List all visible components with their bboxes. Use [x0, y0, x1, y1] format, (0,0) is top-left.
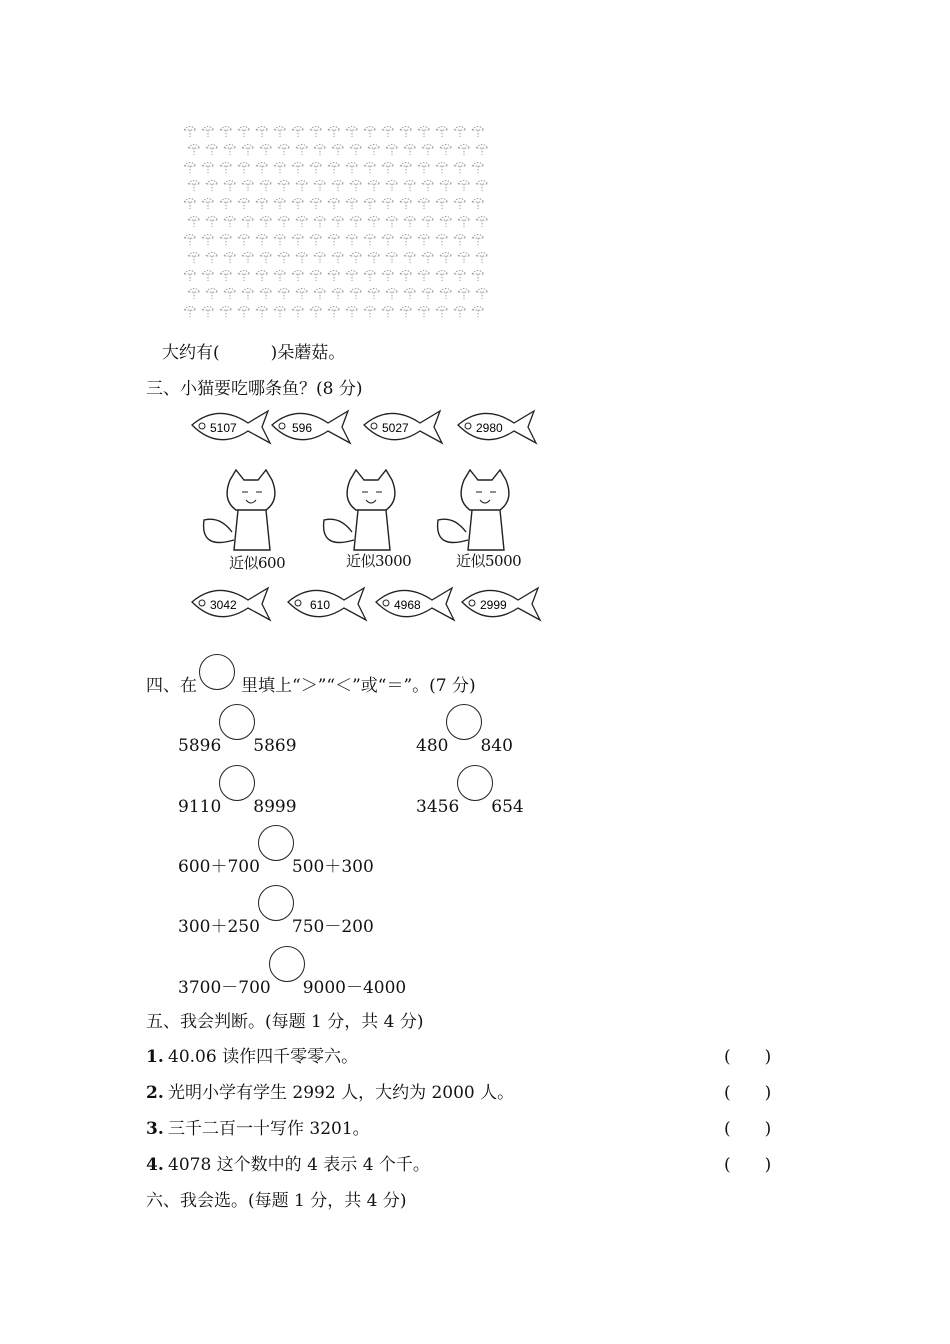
mushroom-mark — [440, 289, 452, 300]
mushroom-mark — [328, 163, 340, 174]
compare-item-6 — [178, 901, 374, 937]
mushroom-mark — [220, 163, 232, 174]
compare-item-1 — [178, 720, 297, 756]
mushroom-mark — [224, 181, 236, 192]
mushroom-mark — [274, 235, 286, 246]
mushroom-mark — [184, 307, 196, 318]
mushroom-mark — [368, 253, 380, 264]
mushroom-mark — [476, 253, 488, 264]
cat-1-label: 近似600 — [229, 554, 286, 572]
mushroom-mark — [422, 253, 434, 264]
mushroom-mark — [382, 271, 394, 282]
mushroom-mark — [350, 181, 362, 192]
judge-num: 2. — [146, 1083, 164, 1103]
mushroom-mark — [458, 181, 470, 192]
mushroom-mark — [386, 217, 398, 228]
mushroom-mark — [242, 181, 254, 192]
bottom-fish-1 — [192, 588, 270, 620]
mushroom-mark — [418, 271, 430, 282]
mushroom-mark — [296, 145, 308, 156]
mushroom-mark — [350, 253, 362, 264]
mushroom-mark — [292, 163, 304, 174]
mushroom-mark — [346, 199, 358, 210]
mushroom-mark — [328, 127, 340, 138]
mushroom-mark — [292, 271, 304, 282]
mushroom-mark — [382, 307, 394, 318]
mushroom-mark — [184, 235, 196, 246]
answer-circle[interactable] — [258, 885, 294, 921]
mushroom-mark — [332, 289, 344, 300]
compare-left: 480 — [416, 736, 449, 756]
mushroom-mark — [364, 199, 376, 210]
mushroom-mark — [422, 289, 434, 300]
bottom-fish-4 — [462, 588, 540, 620]
mushroom-mark — [418, 127, 430, 138]
section3-title: 三、小猫要吃哪条鱼？(8 分) — [146, 379, 363, 399]
mushroom-mark — [278, 145, 290, 156]
mushroom-mark — [404, 145, 416, 156]
mushroom-mark — [418, 235, 430, 246]
top-fish-4-label: 2980 — [476, 421, 503, 435]
mushroom-mark — [310, 163, 322, 174]
mushroom-mark — [400, 271, 412, 282]
mushroom-mark — [422, 145, 434, 156]
mushroom-mark — [278, 181, 290, 192]
mushroom-mark — [382, 235, 394, 246]
mushroom-mark — [274, 127, 286, 138]
mushroom-mark — [454, 271, 466, 282]
mushroom-mark — [382, 163, 394, 174]
mushroom-mark — [278, 217, 290, 228]
top-fish-2-label: 596 — [292, 421, 313, 435]
mushroom-mark — [346, 307, 358, 318]
mushroom-mark — [454, 199, 466, 210]
mushroom-mark — [454, 307, 466, 318]
judge-text: 三千二百一十写作 3201。 — [168, 1119, 370, 1139]
mushroom-mark — [206, 217, 218, 228]
mushroom-mark — [292, 199, 304, 210]
mushroom-mark — [436, 163, 448, 174]
mushroom-mark — [440, 181, 452, 192]
judge-item-3 — [146, 1114, 786, 1139]
mushroom-mark — [314, 253, 326, 264]
mushroom-mark — [364, 271, 376, 282]
mushroom-mark — [238, 307, 250, 318]
mushroom-mark — [458, 253, 470, 264]
answer-circle[interactable] — [269, 946, 305, 982]
mushroom-mark — [202, 235, 214, 246]
mushroom-mark — [310, 199, 322, 210]
mushroom-mark — [476, 145, 488, 156]
judge-num: 4. — [146, 1155, 164, 1175]
compare-left: 9110 — [178, 797, 222, 817]
judge-item-4 — [146, 1150, 786, 1175]
mushroom-mark — [440, 217, 452, 228]
section4-title-before: 四、在 — [146, 676, 197, 696]
mushroom-mark — [260, 289, 272, 300]
mushroom-mark — [328, 199, 340, 210]
mushroom-mark — [292, 235, 304, 246]
bottom-fish-3 — [376, 588, 454, 620]
mushroom-mark — [310, 235, 322, 246]
mushroom-mark — [404, 289, 416, 300]
mushroom-mark — [202, 199, 214, 210]
mushroom-mark — [386, 181, 398, 192]
mushroom-mark — [238, 127, 250, 138]
mushroom-mark — [256, 271, 268, 282]
mushroom-mark — [436, 235, 448, 246]
cat-3 — [438, 470, 509, 550]
mushroom-mark — [436, 271, 448, 282]
mushroom-mark — [440, 253, 452, 264]
mushroom-mark — [188, 217, 200, 228]
mushroom-mark — [274, 271, 286, 282]
judge-answer-paren[interactable]: ( ) — [724, 1047, 772, 1067]
mushroom-mark — [314, 217, 326, 228]
compare-left: 300＋250 — [178, 917, 260, 937]
judge-answer-paren[interactable]: ( ) — [724, 1083, 772, 1103]
mushroom-mark — [400, 235, 412, 246]
top-fish-3 — [364, 411, 442, 443]
mushroom-mark — [224, 289, 236, 300]
mushroom-mark — [220, 307, 232, 318]
mushroom-mark — [310, 271, 322, 282]
mushroom-mark — [274, 163, 286, 174]
mushroom-mark — [472, 235, 484, 246]
section5-title: 五、我会判断。(每题 1 分，共 4 分) — [146, 1012, 424, 1032]
judge-text: 4078 这个数中的 4 表示 4 个千。 — [168, 1155, 430, 1175]
bottom-fish-4-label: 2999 — [480, 598, 507, 612]
mushroom-mark — [184, 163, 196, 174]
top-fish-1-label: 5107 — [210, 421, 237, 435]
mushroom-mark — [346, 235, 358, 246]
mushroom-mark — [472, 271, 484, 282]
mushroom-mark — [260, 145, 272, 156]
mushroom-mark — [206, 145, 218, 156]
mushroom-mark — [310, 127, 322, 138]
mushroom-mark — [346, 127, 358, 138]
mushroom-mark — [332, 181, 344, 192]
mushroom-mark — [400, 199, 412, 210]
mushroom-mark — [224, 253, 236, 264]
mushroom-mark — [404, 181, 416, 192]
compare-left: 3700－700 — [178, 978, 271, 998]
mushroom-mark — [238, 199, 250, 210]
mushroom-mark — [256, 163, 268, 174]
top-fish-3-label: 5027 — [382, 421, 409, 435]
compare-item-4 — [416, 781, 524, 817]
compare-item-3 — [178, 781, 297, 817]
compare-right: 654 — [491, 797, 524, 817]
mushroom-mark — [476, 289, 488, 300]
mushroom-mark — [202, 163, 214, 174]
judge-text: 光明小学有学生 2992 人，大约为 2000 人。 — [168, 1083, 515, 1103]
mushroom-mark — [220, 235, 232, 246]
mushroom-mark — [278, 253, 290, 264]
mushroom-mark — [346, 271, 358, 282]
top-fish-1 — [192, 411, 270, 443]
bottom-fish-2 — [288, 588, 366, 620]
compare-right: 9000－4000 — [302, 978, 407, 998]
compare-right: 840 — [480, 736, 513, 756]
mushroom-mark — [332, 217, 344, 228]
mushroom-mark — [274, 199, 286, 210]
mushroom-mark — [332, 253, 344, 264]
mushroom-mark — [242, 253, 254, 264]
mushroom-mark — [422, 181, 434, 192]
mushroom-mark — [206, 181, 218, 192]
mushroom-mark — [188, 181, 200, 192]
mushroom-mark — [476, 217, 488, 228]
cat-1 — [204, 470, 275, 550]
mushroom-mark — [350, 217, 362, 228]
mushroom-mark — [184, 127, 196, 138]
mushroom-mark — [368, 145, 380, 156]
mushroom-pattern — [178, 120, 498, 325]
mushroom-mark — [476, 181, 488, 192]
mushroom-question: 大约有( )朵蘑菇。 — [162, 343, 346, 363]
answer-circle[interactable] — [446, 704, 482, 740]
compare-right: 500＋300 — [291, 857, 374, 877]
mushroom-mark — [256, 127, 268, 138]
mushroom-mark — [418, 307, 430, 318]
mushroom-mark — [472, 307, 484, 318]
mushroom-mark — [436, 127, 448, 138]
mushroom-mark — [314, 145, 326, 156]
mushroom-mark — [368, 181, 380, 192]
mushroom-mark — [202, 127, 214, 138]
mushroom-mark — [454, 127, 466, 138]
mushroom-mark — [292, 307, 304, 318]
mushroom-mark — [436, 307, 448, 318]
mushroom-mark — [256, 235, 268, 246]
mushroom-mark — [328, 271, 340, 282]
mushroom-mark — [400, 307, 412, 318]
mushroom-mark — [472, 199, 484, 210]
mushroom-mark — [418, 163, 430, 174]
answer-circle[interactable] — [219, 765, 255, 801]
mushroom-mark — [458, 217, 470, 228]
section4-title-after: 里填上“＞”“＜”或“＝”。(7 分) — [241, 676, 476, 696]
mushroom-mark — [364, 163, 376, 174]
mushroom-mark — [400, 163, 412, 174]
mushroom-mark — [242, 289, 254, 300]
mushroom-mark — [350, 289, 362, 300]
mushroom-mark — [350, 145, 362, 156]
cat-2 — [324, 470, 395, 550]
compare-item-7 — [178, 962, 406, 998]
mushroom-mark — [472, 127, 484, 138]
cat-2-label: 近似3000 — [346, 552, 412, 570]
mushroom-mark — [404, 217, 416, 228]
compare-item-5 — [178, 841, 374, 877]
mushroom-mark — [328, 307, 340, 318]
mushroom-mark — [220, 127, 232, 138]
mushroom-mark — [314, 289, 326, 300]
answer-circle[interactable] — [457, 765, 493, 801]
mushroom-mark — [364, 307, 376, 318]
mushroom-mark — [314, 181, 326, 192]
judge-num: 1. — [146, 1047, 164, 1067]
top-fish-2 — [272, 411, 350, 443]
mushroom-mark — [206, 289, 218, 300]
mushroom-mark — [346, 163, 358, 174]
mushroom-mark — [472, 163, 484, 174]
mushroom-mark — [260, 181, 272, 192]
mushroom-mark — [422, 217, 434, 228]
bottom-fish-3-label: 4968 — [394, 598, 421, 612]
compare-right: 5869 — [253, 736, 297, 756]
judge-item-2 — [146, 1078, 786, 1103]
compare-right: 750－200 — [291, 917, 374, 937]
mushroom-mark — [274, 307, 286, 318]
mushroom-mark — [332, 145, 344, 156]
mushroom-mark — [220, 271, 232, 282]
mushroom-mark — [260, 217, 272, 228]
judge-text: 40.06 读作四千零零六。 — [168, 1047, 359, 1067]
compare-left: 3456 — [416, 797, 460, 817]
mushroom-mark — [184, 271, 196, 282]
section4-title — [146, 660, 476, 696]
compare-left: 600＋700 — [178, 857, 260, 877]
mushroom-mark — [220, 199, 232, 210]
mushroom-mark — [202, 307, 214, 318]
mushroom-mark — [368, 217, 380, 228]
compare-item-2 — [416, 720, 513, 756]
mushroom-mark — [404, 253, 416, 264]
mushroom-mark — [382, 199, 394, 210]
section6-title: 六、我会选。(每题 1 分，共 4 分) — [146, 1191, 407, 1211]
mushroom-mark — [224, 217, 236, 228]
compare-right: 8999 — [253, 797, 297, 817]
mushroom-mark — [382, 127, 394, 138]
mushroom-mark — [242, 217, 254, 228]
mushroom-mark — [418, 199, 430, 210]
mushroom-mark — [238, 271, 250, 282]
mushroom-mark — [256, 307, 268, 318]
mushroom-mark — [202, 271, 214, 282]
mushroom-mark — [296, 181, 308, 192]
cat-3-label: 近似5000 — [456, 552, 522, 570]
mushroom-mark — [296, 289, 308, 300]
mushroom-mark — [364, 127, 376, 138]
judge-item-1 — [146, 1042, 786, 1067]
mushroom-mark — [224, 145, 236, 156]
mushroom-mark — [386, 145, 398, 156]
mushroom-mark — [292, 127, 304, 138]
mushroom-mark — [328, 235, 340, 246]
mushroom-mark — [238, 163, 250, 174]
mushroom-mark — [260, 253, 272, 264]
mushroom-mark — [364, 235, 376, 246]
circle-icon — [199, 654, 235, 690]
judge-answer-paren[interactable]: ( ) — [724, 1119, 772, 1139]
bottom-fish-1-label: 3042 — [210, 598, 237, 612]
mushroom-mark — [454, 163, 466, 174]
mushroom-mark — [386, 253, 398, 264]
mushroom-mark — [184, 199, 196, 210]
fish-cat-illustration — [180, 400, 560, 640]
mushroom-mark — [296, 253, 308, 264]
mushroom-mark — [386, 289, 398, 300]
judge-num: 3. — [146, 1119, 164, 1139]
mushroom-mark — [242, 145, 254, 156]
mushroom-mark — [296, 217, 308, 228]
mushroom-mark — [458, 289, 470, 300]
answer-circle[interactable] — [219, 704, 255, 740]
mushroom-mark — [188, 145, 200, 156]
bottom-fish-2-label: 610 — [310, 598, 331, 612]
mushroom-mark — [206, 253, 218, 264]
compare-left: 5896 — [178, 736, 222, 756]
judge-answer-paren[interactable]: ( ) — [724, 1155, 772, 1175]
mushroom-mark — [188, 289, 200, 300]
mushroom-mark — [436, 199, 448, 210]
mushroom-mark — [458, 145, 470, 156]
mushroom-mark — [188, 253, 200, 264]
mushroom-mark — [278, 289, 290, 300]
mushroom-mark — [310, 307, 322, 318]
mushroom-mark — [368, 289, 380, 300]
answer-circle[interactable] — [258, 825, 294, 861]
mushroom-mark — [440, 145, 452, 156]
top-fish-4 — [458, 411, 536, 443]
mushroom-mark — [238, 235, 250, 246]
mushroom-mark — [454, 235, 466, 246]
mushroom-mark — [256, 199, 268, 210]
mushroom-mark — [400, 127, 412, 138]
